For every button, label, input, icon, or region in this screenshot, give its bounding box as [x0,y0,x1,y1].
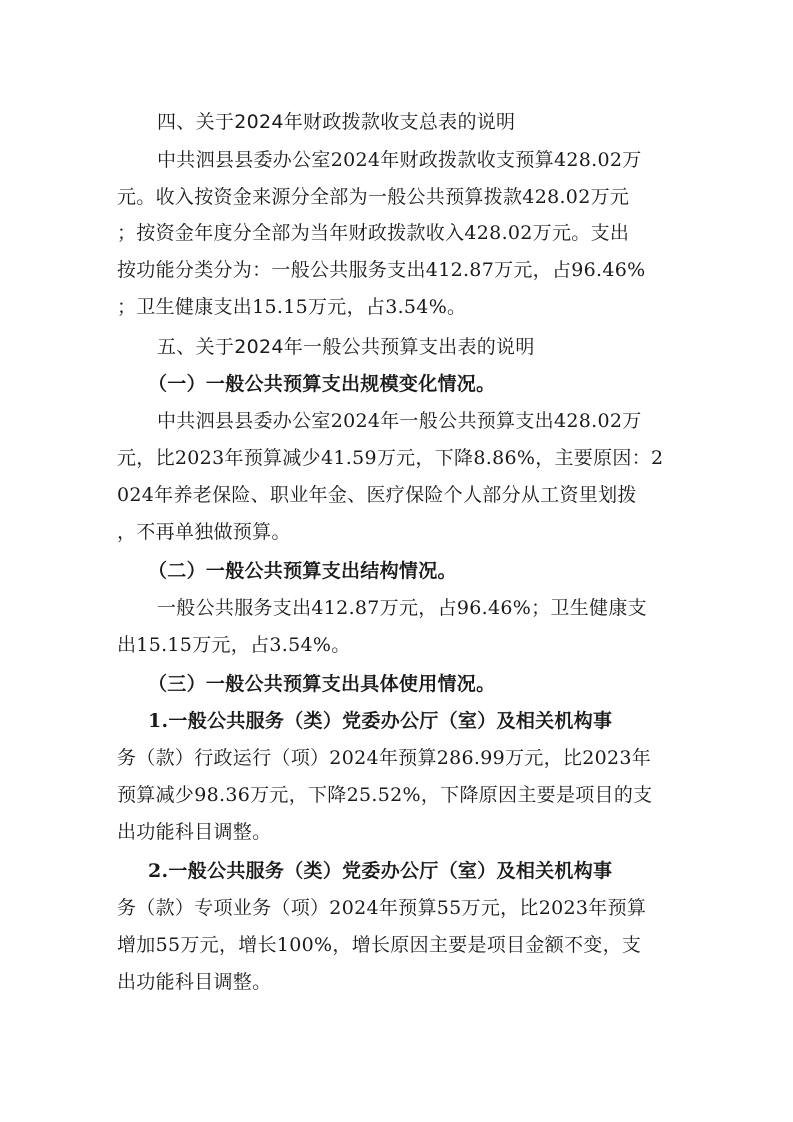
paragraph-line: 元。收入按资金来源分全部为一般公共预算拨款428.02万元 [117,186,630,208]
paragraph-line: 一般公共服务支出412.87万元，占96.46%；卫生健康支 [157,597,647,619]
paragraph-line: 增加55万元，增长100%，增长原因主要是项目金额不变，支 [117,934,642,956]
paragraph-line: 务（款）专项业务（项）2024年预算55万元，比2023年预算 [117,897,647,919]
paragraph-line: 预算减少98.36万元，下降25.52%，下降原因主要是项目的支 [117,784,653,806]
paragraph-line: 务（款）行政运行（项）2024年预算286.99万元，比2023年 [117,747,652,769]
item-2-heading: 2.一般公共服务（类）党委办公厅（室）及相关机构事 [148,860,613,882]
subsection-1-heading: （一）一般公共预算支出规模变化情况。 [148,373,496,395]
item-1-heading: 1.一般公共服务（类）党委办公厅（室）及相关机构事 [148,710,613,732]
subsection-2-heading: （二）一般公共预算支出结构情况。 [148,560,457,582]
subsection-3-heading: （三）一般公共预算支出具体使用情况。 [148,673,496,695]
paragraph-line: ；卫生健康支出15.15万元，占3.54%。 [117,296,467,318]
paragraph-line: 024年养老保险、职业年金、医疗保险个人部分从工资里划拨 [117,484,637,506]
section-5-heading: 五、关于2024年一般公共预算支出表的说明 [157,336,535,358]
paragraph-line: ，不再单独做预算。 [117,521,291,543]
section-4-heading: 四、关于2024年财政拨款收支总表的说明 [157,111,516,133]
paragraph-line: 出功能科目调整。 [117,821,272,843]
paragraph-line: 中共泗县县委办公室2024年财政拨款收支预算428.02万 [157,149,642,171]
paragraph-line: 出15.15万元，占3.54%。 [117,634,351,656]
paragraph-line: 出功能科目调整。 [117,971,272,993]
paragraph-line: 中共泗县县委办公室2024年一般公共预算支出428.02万 [157,410,642,432]
paragraph-line: 按功能分类分为：一般公共服务支出412.87万元，占96.46% [117,259,646,281]
paragraph-line: ；按资金年度分全部为当年财政拨款收入428.02万元。支出 [117,222,630,244]
paragraph-line: 元，比2023年预算减少41.59万元，下降8.86%，主要原因：2 [117,447,664,469]
